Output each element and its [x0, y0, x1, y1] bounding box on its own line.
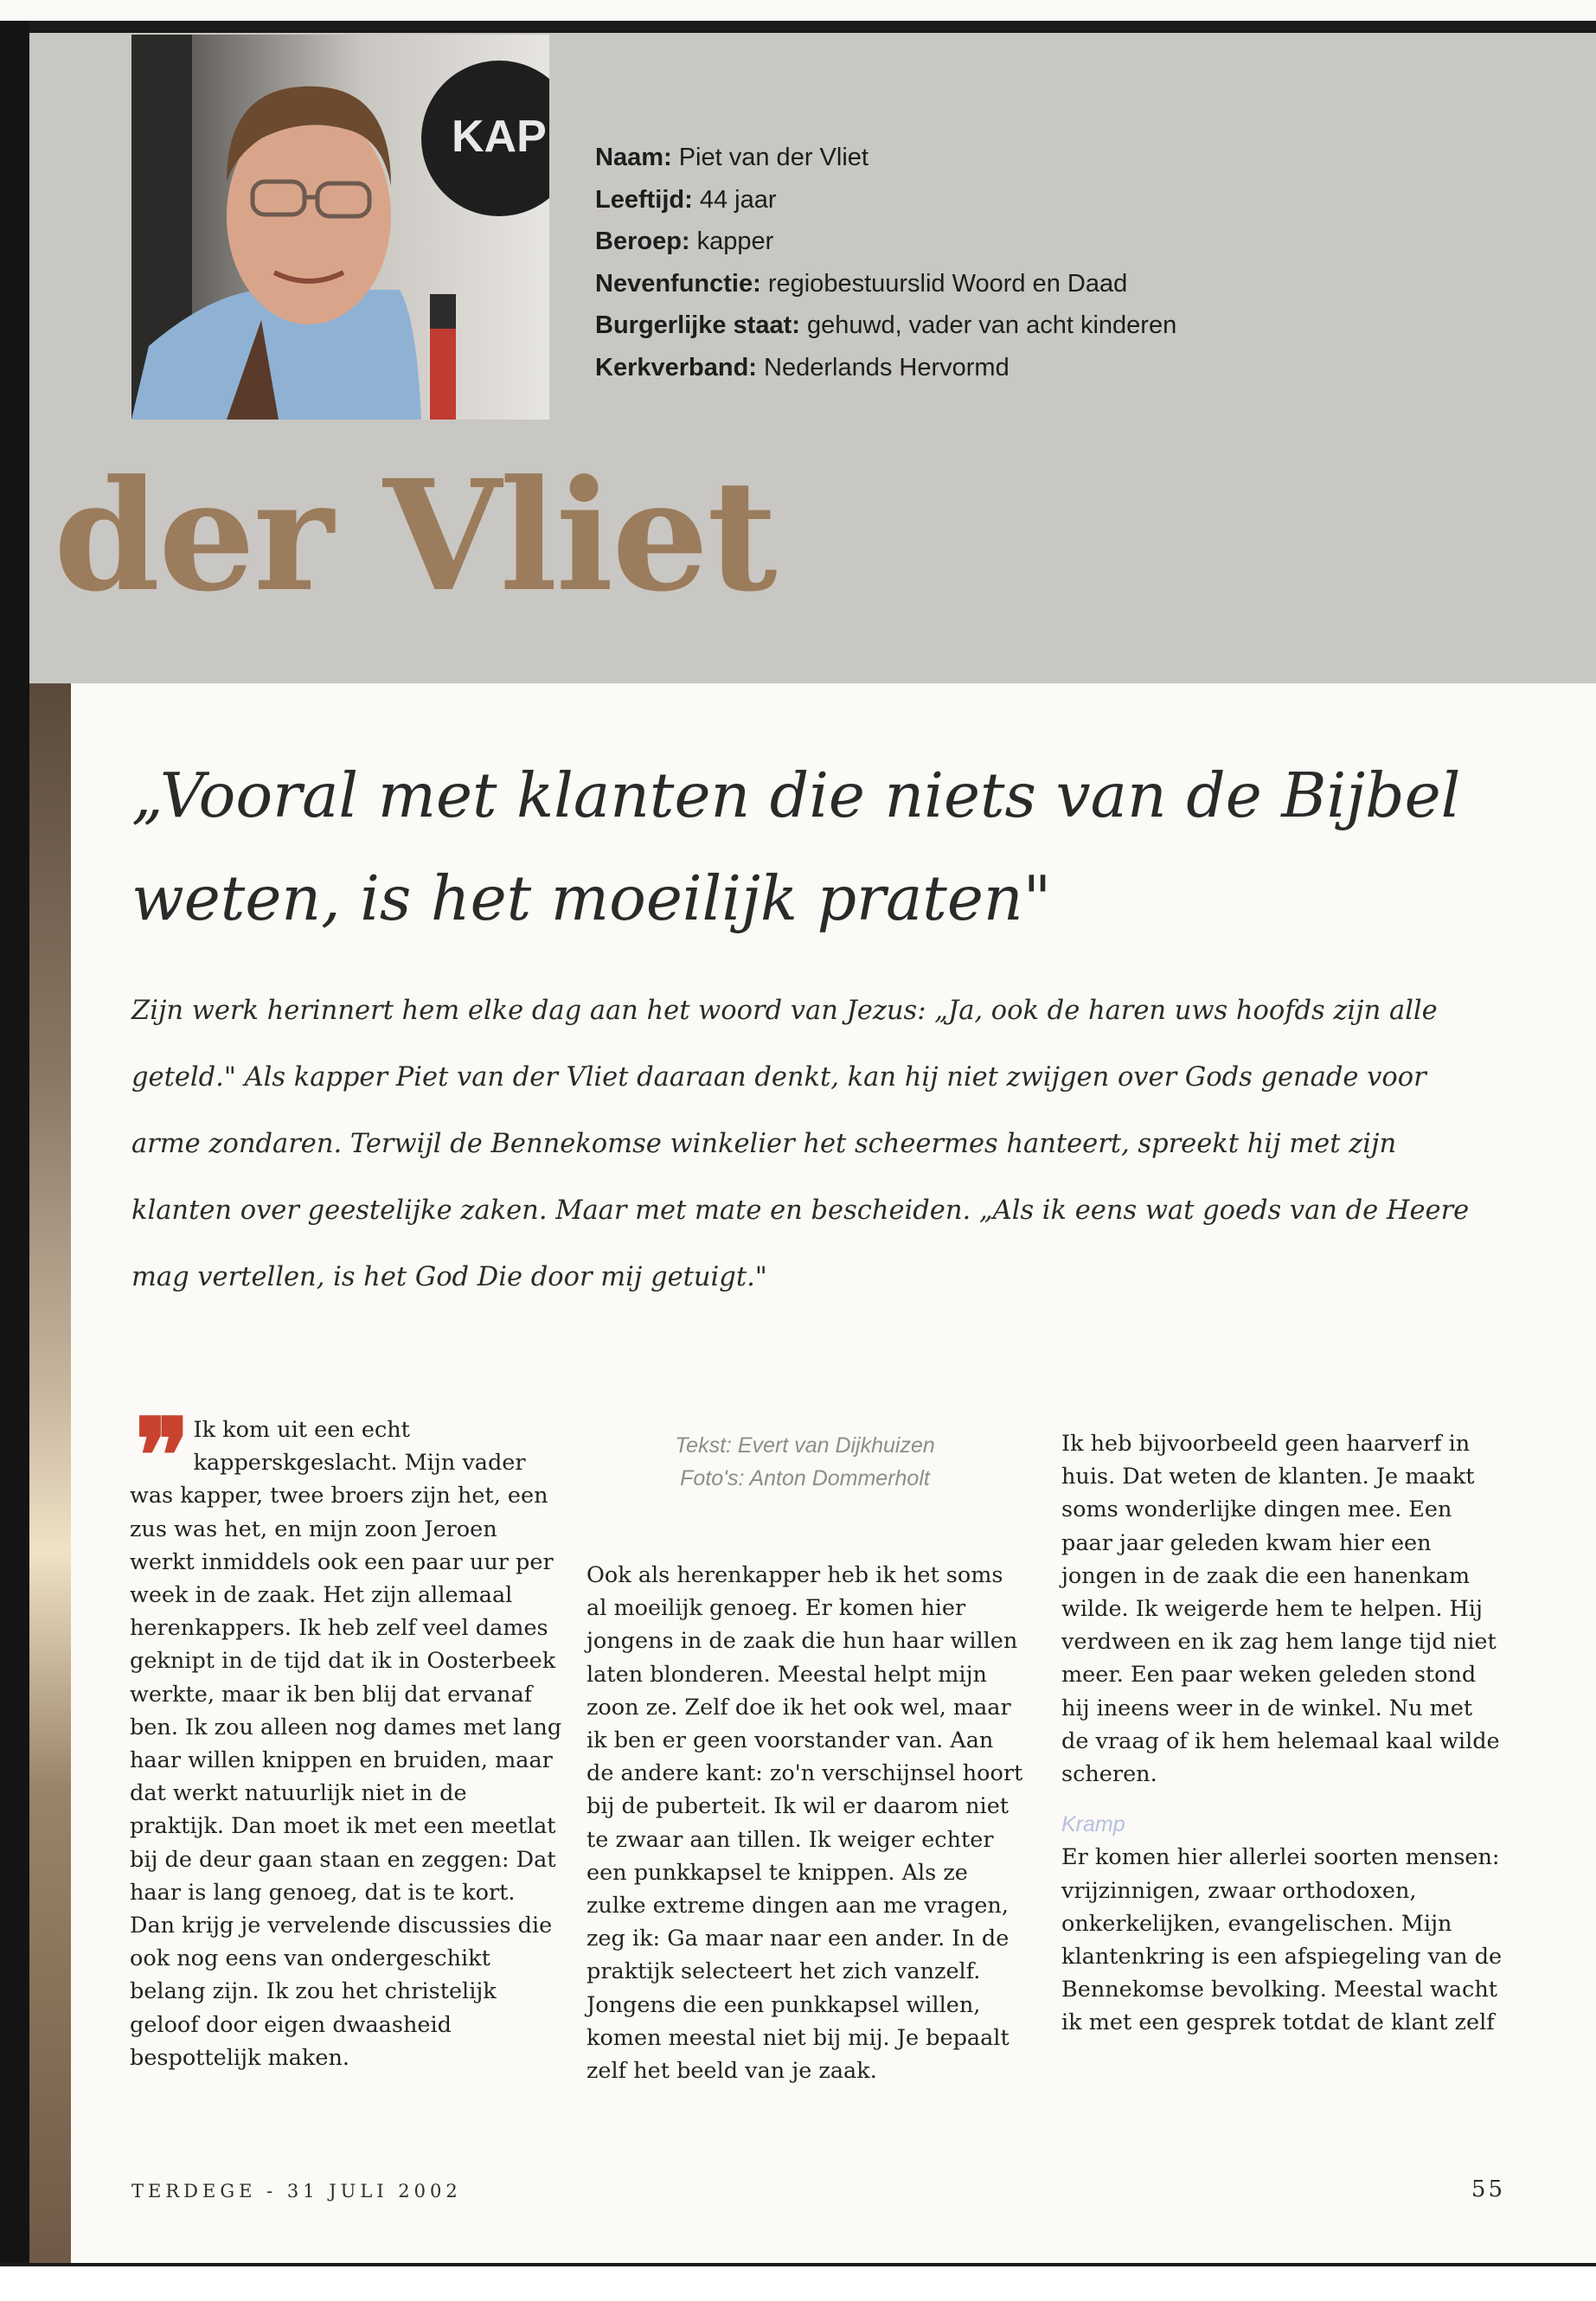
fact-value: regiobestuurslid Woord en Daad: [767, 269, 1128, 298]
headline-line: weten, is het moeilijk praten": [131, 862, 1052, 934]
page-margin-bottom: [0, 2266, 1596, 2301]
fact-label: Burgerlijke staat:: [595, 311, 800, 339]
headline-line: „Vooral met klanten die niets van de Bijbel: [131, 760, 1461, 831]
fact-label: Kerkverband:: [595, 353, 757, 381]
fact-label: Nevenfunctie:: [595, 269, 761, 298]
fact-label: Leeftijd:: [595, 185, 693, 214]
fact-row: [595, 137, 1460, 179]
article-column-1: [130, 1395, 562, 2074]
fact-row: [595, 179, 1460, 221]
credit-photo: Foto's: Anton Dommerholt: [680, 1466, 930, 1490]
fact-row: [595, 347, 1460, 389]
portrait-photo: [131, 35, 549, 420]
article-column-3: [1061, 1427, 1503, 2040]
intro-paragraph: Zijn werk herinnert hem elke dag aan het woord van Jezus: „Ja, ook de haren uws hoofds zijn alle geteld." Als kapper Piet van der Vliet daaraan denkt, kan hij niet zwijgen over Gods genade voor arme zondaren. Terwijl de Bennekomse winkelier het scheermes hanteert, spreekt hij met zijn klanten over geestelijke zaken. Maar met mate en bescheiden. „Als ik eens wat goeds van de Heere mag vertellen, is het God Die door mij getuigt.": [131, 996, 1470, 1292]
fact-value: kapper: [696, 228, 774, 255]
fact-row: [595, 221, 1460, 263]
column-text: Ik kom uit een echt kapperskgeslacht. Mijn vader was kapper, twee broers zijn het, een zus was het, en mijn zoon Jeroen werkt inmiddels ook een paar uur per week in de zaak. Het zijn allemaal herenkappers. Ik heb zelf veel dames geknipt in de tijd dat ik in Oosterbeek werkte, maar ik ben blij dat ervanaf ben. Ik zou alleen nog dames met lang haar willen knippen en bruiden, maar dat werkt natuurlijk niet in de praktijk. Dan moet ik met een meetlat bij de deur gaan staan en zeggen: Dat haar is lang genoeg, dat is te kort. Dan krijg je vervelende discussies die ook nog eens van ondergeschikt belang zijn. Ik zou het christelijk geloof door eigen dwaasheid bespottelijk maken.: [130, 1417, 562, 2071]
page-number: 55: [1471, 2176, 1505, 2202]
column-text: Ik heb bijvoorbeeld geen haarverf in huis. Dat weten de klanten. Je maakt soms wonderlijke dingen mee. Een paar jaar geleden kwam hier een jongen in de zaak die een hanenkam wilde. Ik weigerde hem te helpen. Hij verdween en ik zag hem lange tijd niet meer. Een paar weken geleden stond hij ineens weer in de winkel. Nu met de vraag of ik hem helemaal kaal wilde scheren.: [1061, 1431, 1500, 1788]
fact-row: [595, 263, 1460, 305]
photo-edge-strip: [29, 683, 71, 2263]
quote-mark-icon: ❞: [135, 1395, 182, 1516]
subheading: Kramp: [1061, 1812, 1125, 1837]
fact-value: Piet van der Vliet: [678, 144, 869, 171]
shop-sign-text: KAP: [452, 112, 547, 162]
headline-quote: [131, 744, 1516, 950]
profile-facts: [595, 137, 1460, 388]
fact-row: [595, 304, 1460, 347]
column-text: Ook als herenkapper heb ik het soms al moeilijk genoeg. Er komen hier jongens in de zaak die hun haar willen laten blonderen. Meestal helpt mijn zoon ze. Zelf doe ik het ook wel, maar ik ben er geen voorstander van. Aan de andere kant: zo'n verschijnsel hoort bij de puberteit. Ik wil er daarom niet te zwaar aan tillen. Ik weiger echter een punkkapsel te knippen. Als ze zulke extreme dingen aan me vragen, zeg ik: Ga maar naar een ander. In de praktijk selecteert het zich vanzelf. Jongens die een punkkapsel willen, komen meestal niet bij mij. Je bepaalt zelf het beeld van je zaak.: [586, 1562, 1023, 2085]
credits: [586, 1429, 1023, 1495]
title-name: der Vliet: [54, 446, 776, 625]
footer-publication: TERDEGE - 31 JULI 2002: [131, 2181, 462, 2202]
scan-border-left: [0, 21, 29, 2284]
fact-label: Naam:: [595, 144, 672, 171]
column-text: Er komen hier allerlei soorten mensen: vrijzinnigen, zwaar orthodoxen, onkerkelijken, evangelischen. Mijn klantenkring is een afspiegeling van de Bennekomse bevolking. Meestal wacht ik met een gesprek totdat de klant zelf: [1061, 1844, 1503, 2036]
fact-value: gehuwd, vader van acht kinderen: [806, 311, 1177, 339]
credit-text: Tekst: Evert van Dijkhuizen: [675, 1433, 935, 1458]
scan-border-top: [0, 21, 1596, 33]
fact-value: 44 jaar: [699, 185, 777, 214]
fact-label: Beroep:: [595, 228, 690, 255]
fact-value: Nederlands Hervormd: [764, 353, 1010, 381]
article-column-2: [586, 1559, 1023, 2087]
